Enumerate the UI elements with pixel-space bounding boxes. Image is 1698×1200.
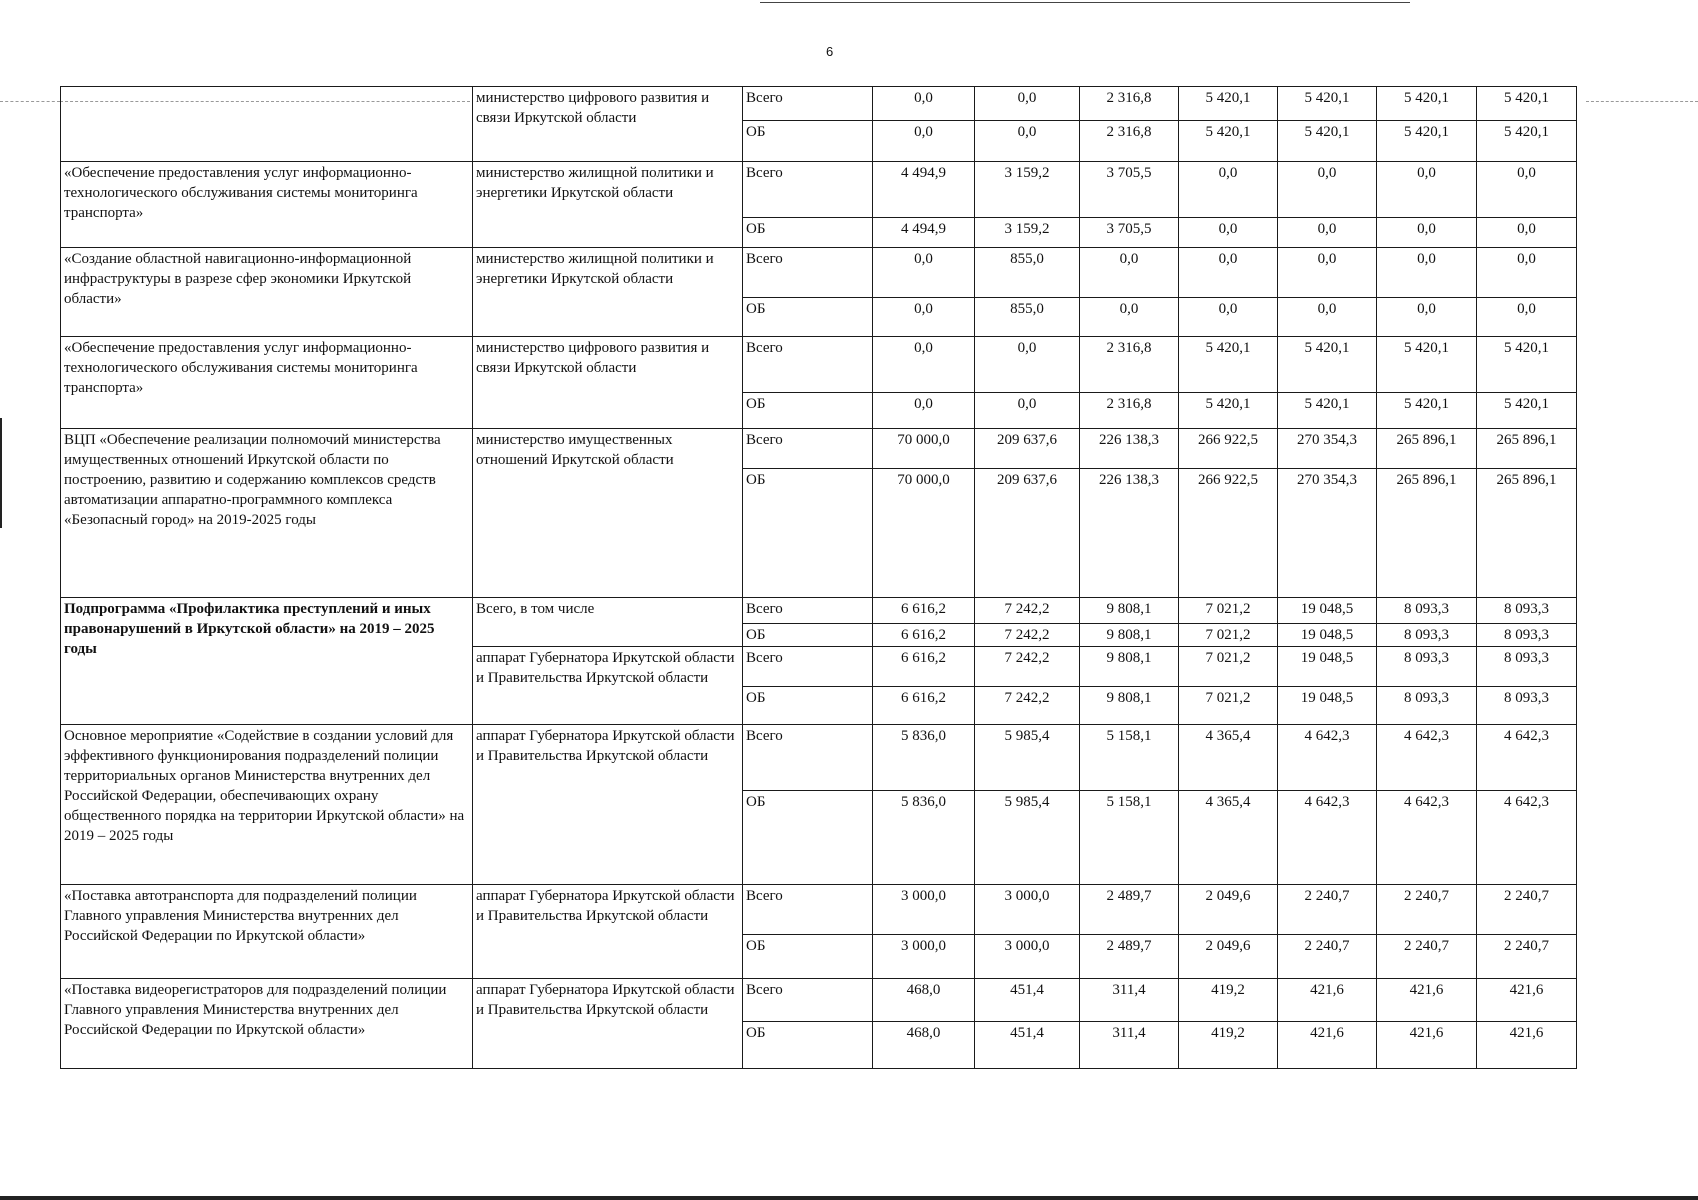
funding-source: Всего [743,87,873,121]
funding-source: ОБ [743,624,873,647]
budget-table [60,86,1577,1069]
executor-name: аппарат Губернатора Иркутской области и Правительства Иркутской области [473,885,743,979]
executor-name: аппарат Губернатора Иркутской области и Правительства Иркутской области [473,979,743,1069]
funding-value: 0,0 [1278,298,1377,337]
funding-value: 7 021,2 [1179,687,1278,725]
funding-value: 5 420,1 [1377,393,1477,429]
funding-value: 226 138,3 [1080,429,1179,469]
funding-value: 311,4 [1080,1022,1179,1069]
funding-value: 2 316,8 [1080,87,1179,121]
table-row [61,87,1577,121]
funding-value: 5 420,1 [1477,87,1577,121]
funding-value: 6 616,2 [873,687,975,725]
funding-value: 226 138,3 [1080,469,1179,598]
funding-value: 0,0 [1477,248,1577,298]
funding-value: 3 000,0 [873,935,975,979]
activity-name: «Поставка видеорегистраторов для подразделений полиции Главного управления Министерства внутренних дел Российской Федерации по Иркутской области» [61,979,473,1069]
funding-value: 0,0 [1080,298,1179,337]
executor-name: министерство цифрового развития и связи Иркутской области [473,87,743,162]
funding-value: 19 048,5 [1278,598,1377,624]
table-row [61,598,1577,624]
executor-name: министерство жилищной политики и энергетики Иркутской области [473,248,743,337]
funding-value: 419,2 [1179,979,1278,1022]
scan-artifact-line [1586,101,1698,102]
funding-value: 70 000,0 [873,429,975,469]
funding-value: 4 365,4 [1179,725,1278,791]
funding-value: 4 642,3 [1278,791,1377,885]
funding-value: 270 354,3 [1278,469,1377,598]
funding-value: 5 985,4 [975,791,1080,885]
funding-value: 8 093,3 [1377,687,1477,725]
table-row [61,979,1577,1022]
funding-value: 5 420,1 [1477,393,1577,429]
funding-value: 5 420,1 [1377,87,1477,121]
funding-value: 0,0 [873,248,975,298]
activity-name: «Обеспечение предоставления услуг информационно-технологического обслуживания системы мониторинга транспорта» [61,337,473,429]
funding-value: 19 048,5 [1278,647,1377,687]
funding-value: 9 808,1 [1080,687,1179,725]
funding-value: 0,0 [873,393,975,429]
table-row [61,337,1577,393]
funding-value: 0,0 [975,337,1080,393]
funding-value: 419,2 [1179,1022,1278,1069]
funding-value: 4 494,9 [873,162,975,218]
funding-value: 2 240,7 [1377,885,1477,935]
funding-value: 0,0 [873,298,975,337]
scan-bottom-edge [0,1196,1698,1200]
funding-source: Всего [743,162,873,218]
funding-value: 0,0 [1278,162,1377,218]
activity-name: Подпрограмма «Профилактика преступлений и иных правонарушений в Иркутской области» на 2019 – 2025 годы [61,598,473,725]
activity-name: «Поставка автотранспорта для подразделений полиции Главного управления Министерства внутренних дел Российской Федерации по Иркутской области» [61,885,473,979]
funding-source: Всего [743,979,873,1022]
funding-value: 5 420,1 [1377,121,1477,162]
funding-value: 9 808,1 [1080,624,1179,647]
funding-value: 0,0 [1377,218,1477,248]
funding-value: 5 420,1 [1179,393,1278,429]
funding-value: 2 240,7 [1477,935,1577,979]
funding-value: 311,4 [1080,979,1179,1022]
funding-value: 5 420,1 [1278,337,1377,393]
executor-name: министерство имущественных отношений Иркутской области [473,429,743,598]
activity-name: ВЦП «Обеспечение реализации полномочий министерства имущественных отношений Иркутской области по построению, развитию и содержанию комплексов средств автоматизации аппаратно-программного комплекса «Безопасный город» на 2019-2025 годы [61,429,473,598]
table-row [61,429,1577,469]
funding-value: 2 240,7 [1278,885,1377,935]
funding-value: 855,0 [975,248,1080,298]
funding-value: 421,6 [1477,979,1577,1022]
funding-value: 19 048,5 [1278,687,1377,725]
funding-value: 0,0 [1477,298,1577,337]
funding-value: 19 048,5 [1278,624,1377,647]
funding-value: 421,6 [1278,1022,1377,1069]
funding-value: 0,0 [1179,248,1278,298]
activity-name [61,87,473,162]
funding-value: 421,6 [1377,979,1477,1022]
funding-value: 2 316,8 [1080,393,1179,429]
activity-name: Основное мероприятие «Содействие в создании условий для эффективного функционирования подразделений полиции территориальных органов Министерства внутренних дел Российской Федерации, обеспечивающих охрану общественного порядка на территории Иркутской области» на 2019 – 2025 годы [61,725,473,885]
funding-value: 5 420,1 [1278,121,1377,162]
funding-value: 468,0 [873,979,975,1022]
funding-value: 8 093,3 [1477,598,1577,624]
funding-value: 6 616,2 [873,598,975,624]
funding-value: 2 049,6 [1179,885,1278,935]
funding-source: Всего [743,337,873,393]
funding-source: Всего [743,248,873,298]
funding-source: Всего [743,647,873,687]
funding-value: 270 354,3 [1278,429,1377,469]
funding-source: ОБ [743,687,873,725]
scan-artifact-line [0,101,60,102]
funding-value: 7 242,2 [975,647,1080,687]
funding-value: 9 808,1 [1080,598,1179,624]
funding-source: Всего [743,725,873,791]
funding-value: 5 836,0 [873,725,975,791]
scan-edge-mark [0,418,2,528]
funding-value: 0,0 [1477,162,1577,218]
funding-value: 0,0 [873,121,975,162]
funding-value: 4 365,4 [1179,791,1278,885]
executor-name: министерство жилищной политики и энергетики Иркутской области [473,162,743,248]
activity-name: «Обеспечение предоставления услуг информационно-технологического обслуживания системы мониторинга транспорта» [61,162,473,248]
funding-value: 2 240,7 [1278,935,1377,979]
funding-value: 421,6 [1377,1022,1477,1069]
funding-value: 266 922,5 [1179,469,1278,598]
funding-value: 9 808,1 [1080,647,1179,687]
funding-source: ОБ [743,298,873,337]
funding-value: 0,0 [975,121,1080,162]
funding-value: 0,0 [1278,248,1377,298]
funding-value: 4 642,3 [1377,791,1477,885]
funding-value: 0,0 [1179,298,1278,337]
funding-value: 3 000,0 [873,885,975,935]
funding-value: 451,4 [975,979,1080,1022]
activity-name: «Создание областной навигационно-информационной инфраструктуры в разрезе сфер экономики Иркутской области» [61,248,473,337]
funding-value: 5 158,1 [1080,725,1179,791]
funding-value: 5 836,0 [873,791,975,885]
funding-value: 468,0 [873,1022,975,1069]
executor-name: аппарат Губернатора Иркутской области и Правительства Иркутской области [473,725,743,885]
funding-value: 0,0 [1278,218,1377,248]
funding-source: ОБ [743,393,873,429]
funding-value: 0,0 [975,87,1080,121]
funding-value: 7 021,2 [1179,647,1278,687]
funding-value: 0,0 [1179,162,1278,218]
executor-name: министерство цифрового развития и связи Иркутской области [473,337,743,429]
funding-value: 4 642,3 [1477,791,1577,885]
funding-value: 266 922,5 [1179,429,1278,469]
funding-value: 265 896,1 [1377,429,1477,469]
funding-value: 2 049,6 [1179,935,1278,979]
funding-value: 0,0 [975,393,1080,429]
funding-value: 3 705,5 [1080,162,1179,218]
funding-value: 451,4 [975,1022,1080,1069]
funding-value: 0,0 [1377,248,1477,298]
funding-value: 5 420,1 [1179,337,1278,393]
funding-source: Всего [743,885,873,935]
funding-value: 8 093,3 [1377,598,1477,624]
funding-value: 2 316,8 [1080,337,1179,393]
funding-source: Всего [743,429,873,469]
funding-value: 4 642,3 [1278,725,1377,791]
funding-value: 0,0 [1377,298,1477,337]
funding-value: 2 316,8 [1080,121,1179,162]
funding-value: 0,0 [1080,248,1179,298]
funding-value: 7 242,2 [975,598,1080,624]
funding-value: 7 242,2 [975,624,1080,647]
funding-value: 5 420,1 [1477,337,1577,393]
funding-value: 2 240,7 [1477,885,1577,935]
funding-value: 421,6 [1278,979,1377,1022]
table-row [61,885,1577,935]
funding-value: 209 637,6 [975,429,1080,469]
page-number: 6 [826,44,834,59]
funding-source: ОБ [743,218,873,248]
funding-value: 8 093,3 [1477,624,1577,647]
funding-source: ОБ [743,469,873,598]
funding-value: 8 093,3 [1377,647,1477,687]
funding-source: ОБ [743,791,873,885]
funding-value: 7 021,2 [1179,598,1278,624]
funding-value: 0,0 [873,337,975,393]
funding-value: 265 896,1 [1377,469,1477,598]
funding-source: ОБ [743,935,873,979]
funding-value: 5 420,1 [1179,121,1278,162]
table-row [61,162,1577,218]
funding-value: 4 642,3 [1377,725,1477,791]
funding-value: 0,0 [1377,162,1477,218]
funding-value: 0,0 [1477,218,1577,248]
table-row [61,248,1577,298]
executor-name: аппарат Губернатора Иркутской области и Правительства Иркутской области [473,647,743,725]
funding-value: 855,0 [975,298,1080,337]
funding-value: 5 420,1 [1377,337,1477,393]
funding-value: 8 093,3 [1477,647,1577,687]
funding-value: 8 093,3 [1477,687,1577,725]
funding-value: 2 240,7 [1377,935,1477,979]
funding-value: 209 637,6 [975,469,1080,598]
funding-value: 0,0 [1179,218,1278,248]
funding-value: 6 616,2 [873,647,975,687]
funding-value: 4 642,3 [1477,725,1577,791]
funding-value: 5 420,1 [1278,393,1377,429]
funding-value: 3 000,0 [975,935,1080,979]
funding-value: 3 000,0 [975,885,1080,935]
funding-value: 5 985,4 [975,725,1080,791]
funding-value: 7 242,2 [975,687,1080,725]
funding-source: ОБ [743,121,873,162]
funding-value: 4 494,9 [873,218,975,248]
funding-value: 5 158,1 [1080,791,1179,885]
funding-value: 2 489,7 [1080,885,1179,935]
funding-source: ОБ [743,1022,873,1069]
funding-value: 8 093,3 [1377,624,1477,647]
funding-value: 5 420,1 [1477,121,1577,162]
funding-value: 70 000,0 [873,469,975,598]
executor-name: Всего, в том числе [473,598,743,647]
funding-source: Всего [743,598,873,624]
scan-artifact-line [760,2,1410,3]
funding-value: 0,0 [873,87,975,121]
funding-value: 6 616,2 [873,624,975,647]
funding-value: 3 159,2 [975,162,1080,218]
funding-value: 2 489,7 [1080,935,1179,979]
funding-value: 5 420,1 [1278,87,1377,121]
table-row [61,725,1577,791]
funding-value: 7 021,2 [1179,624,1278,647]
funding-value: 3 705,5 [1080,218,1179,248]
funding-value: 5 420,1 [1179,87,1278,121]
funding-value: 3 159,2 [975,218,1080,248]
funding-value: 265 896,1 [1477,469,1577,598]
funding-value: 265 896,1 [1477,429,1577,469]
funding-value: 421,6 [1477,1022,1577,1069]
